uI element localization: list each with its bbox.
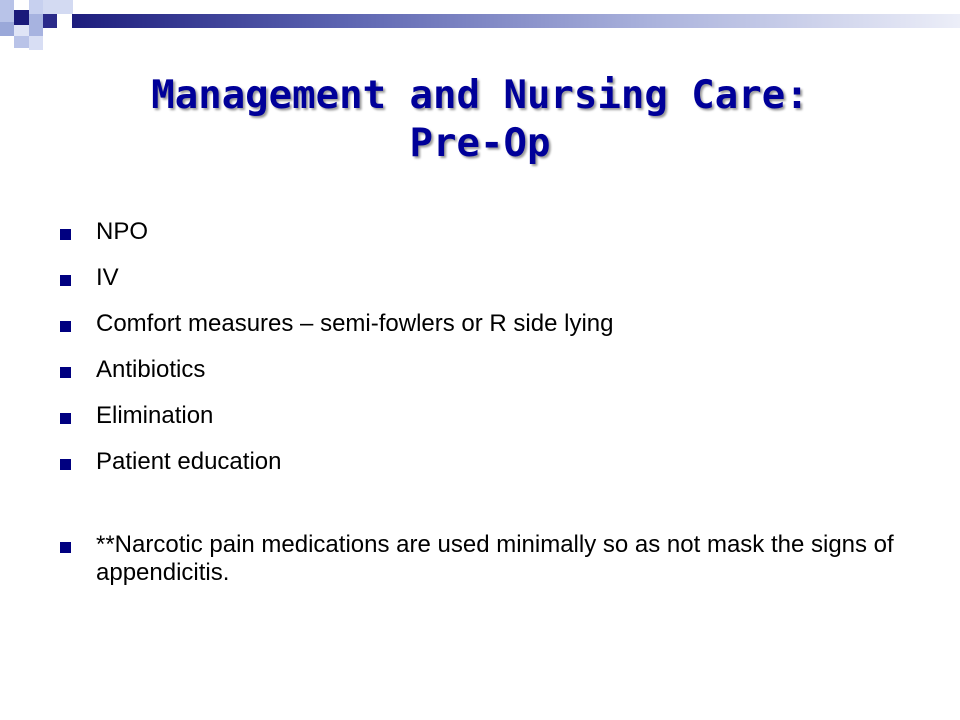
- bullet-text: Comfort measures – semi-fowlers or R side lying: [96, 310, 614, 337]
- decorative-square: [29, 14, 43, 36]
- square-bullet-icon: [60, 413, 71, 424]
- bullet-item: [60, 402, 920, 430]
- decorative-square: [0, 0, 14, 22]
- decorative-square: [14, 36, 29, 48]
- slide-title: [60, 72, 900, 168]
- square-bullet-icon: [60, 229, 71, 240]
- square-bullet-icon: [60, 459, 71, 470]
- header-gradient-bar: [72, 14, 960, 28]
- bullet-text: Elimination: [96, 402, 214, 429]
- square-bullet-icon: [60, 367, 71, 378]
- bullet-text: Antibiotics: [96, 356, 206, 383]
- bullet-item: [60, 448, 920, 476]
- bullet-item: [60, 310, 920, 338]
- decorative-square: [0, 22, 14, 36]
- square-bullet-icon: [60, 275, 71, 286]
- square-bullet-icon: [60, 542, 71, 553]
- bullet-text: **Narcotic pain medications are used minimally so as not mask the signs of appendicitis.: [96, 531, 894, 586]
- decorative-square: [29, 36, 43, 50]
- bullet-text: IV: [96, 264, 119, 291]
- decorative-square: [14, 25, 29, 36]
- bullet-item: [60, 264, 920, 292]
- decorative-square: [43, 0, 73, 14]
- bullet-item: [60, 356, 920, 384]
- title-line-2: Pre-Op: [409, 121, 551, 166]
- bullet-text: NPO: [96, 218, 149, 245]
- bullet-text: Patient education: [96, 448, 282, 475]
- bullet-item: [60, 531, 920, 587]
- title-line-1: Management and Nursing Care:: [151, 73, 809, 118]
- decorative-square: [43, 14, 57, 28]
- bullet-item: [60, 218, 920, 246]
- decorative-square: [14, 10, 29, 25]
- square-bullet-icon: [60, 321, 71, 332]
- decorative-square: [29, 0, 43, 14]
- bullet-list: [60, 218, 920, 605]
